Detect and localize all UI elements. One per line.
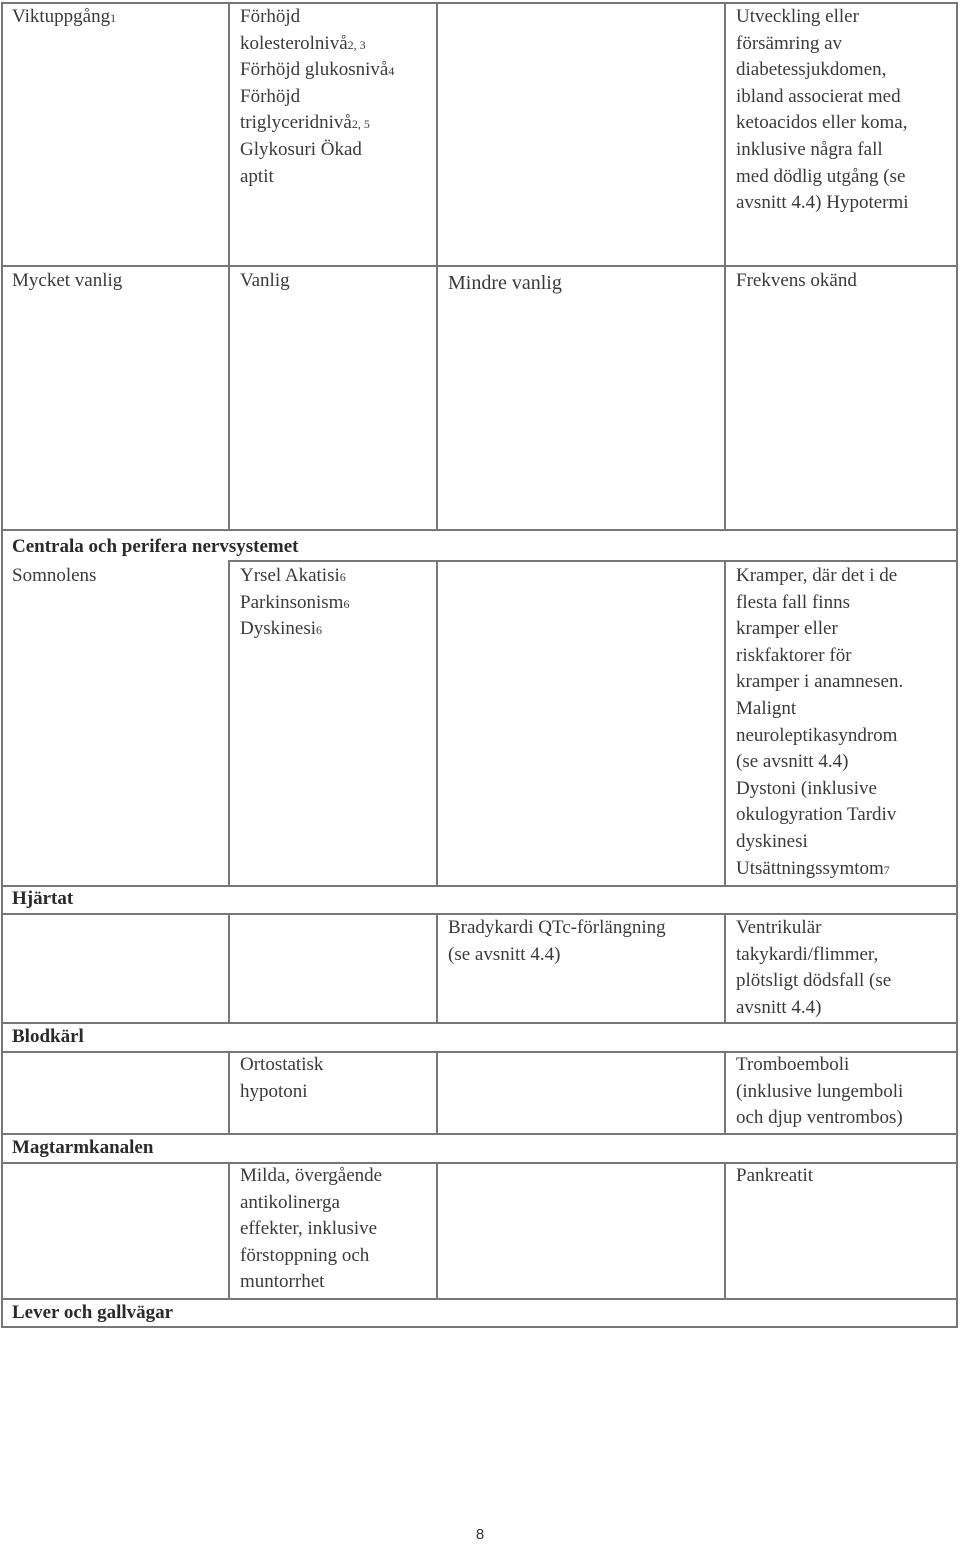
cell-line: dyskinesi [736,830,808,852]
cell-line: Dyskinesi6 [240,618,322,640]
cell-line: kramper i anamnesen. [736,671,904,693]
hline [1,529,958,531]
header-uncommon: Mindre vanlig [448,272,562,294]
section-heading-liver: Lever och gallvägar [12,1302,174,1323]
footnote-ref: 6 [343,596,350,611]
vline [724,1051,726,1135]
header-very-common: Mycket vanlig [12,270,123,291]
cell-line: plötsligt dödsfall (se [736,970,892,992]
cell-line: inklusive några fall [736,138,883,160]
cell-line: antikolinerga [240,1191,340,1213]
section-heading-vessels: Blodkärl [12,1026,84,1047]
vessels-common-cell [240,1052,323,1105]
cell-line: Bradykardi QTc-förlängning [448,917,666,938]
vline [724,2,726,530]
hline [1,265,958,267]
cell-line: Utveckling eller [736,6,859,27]
vline [436,2,438,530]
gi-common-cell [240,1163,382,1296]
cell-line: Tromboemboli [736,1054,850,1075]
footnote-ref: 2, 3 [347,37,366,52]
heart-uncommon-cell [448,915,666,968]
footnote-ref: 6 [316,623,322,638]
section-heading-heart: Hjärtat [12,888,74,909]
vline [228,1162,230,1300]
vline [436,1051,438,1135]
hline [1,885,958,887]
cell-line: Pankreatit [736,1165,814,1186]
section-heading-gi: Magtarmkanalen [12,1137,154,1158]
cell-line: Yrsel Akatisi6 [240,565,346,586]
vline [228,2,230,530]
cell-line: förstoppning och [240,1244,370,1266]
cns-unknown-cell [736,563,903,882]
vline [724,560,726,887]
cell-line: med dödlig utgång (se [736,165,906,187]
header-common: Vanlig [240,270,290,291]
vline [956,2,958,1328]
vline [436,560,438,887]
footnote-ref: 1 [110,11,117,25]
cell-line: riskfaktorer för [736,644,852,666]
heart-unknown-cell [736,915,891,1021]
cell-line: Utsättningssymtom7 [736,857,890,879]
header-unknown: Frekvens okänd [736,270,857,291]
vline [228,913,230,1024]
cell-line: Parkinsonism6 [240,591,350,613]
hline [1,1162,958,1164]
footnote-ref: 6 [339,570,346,584]
vline [436,1162,438,1300]
footnote-ref: 2, 5 [351,117,370,132]
vline [724,1162,726,1300]
cell-line: Ventrikulär [736,917,822,938]
cell-line: (se avsnitt 4.4) [448,943,561,965]
cell-line: kolesterolnivå2, 3 [240,32,366,54]
cell-line: Milda, övergående [240,1165,383,1186]
weight-gain-text: Viktuppgång [12,6,111,27]
cell-line: flesta fall finns [736,591,850,613]
hline [229,560,958,562]
vline [436,913,438,1024]
vline [228,1051,230,1135]
cell-line: muntorrhet [240,1271,325,1293]
cell-line: diabetessjukdomen, [736,59,887,81]
cell-line: Glykosuri Ökad [240,138,362,160]
metabolic-common-cell [240,4,394,190]
cell-line: försämring av [736,32,843,54]
cell-line: effekter, inklusive [240,1218,378,1240]
page-number: 8 [475,1526,485,1543]
vline [228,560,230,887]
hline [1,1022,958,1024]
metabolic-unknown-cell [736,4,909,217]
footnote-ref: 7 [883,862,890,877]
cell-line: Förhöjd glukosnivå4 [240,59,395,81]
cell-line: Förhöjd [240,85,301,107]
gi-unknown-cell [736,1163,813,1190]
vline [724,913,726,1024]
cell-line: hypotoni [240,1080,308,1102]
weight-gain-cell [12,4,116,31]
cell-line: ibland associerat med [736,85,901,107]
cell-line: Ortostatisk [240,1054,324,1075]
cell-line: avsnitt 4.4) [736,996,822,1018]
cell-line: takykardi/flimmer, [736,943,879,965]
vline [1,2,3,1328]
cell-line: Kramper, där det i de [736,565,898,586]
vessels-unknown-cell [736,1052,903,1132]
cell-line: okulogyration Tardiv [736,804,897,826]
cell-line: Malignt [736,697,797,719]
cell-line: Dystoni (inklusive [736,777,877,799]
cell-line: och djup ventrombos) [736,1107,903,1129]
somnolence-cell: Somnolens [12,565,97,586]
cell-line: avsnitt 4.4) Hypotermi [736,192,909,214]
cell-line: ketoacidos eller koma, [736,112,908,134]
section-heading-cns: Centrala och perifera nervsystemet [12,536,299,557]
cell-line: (se avsnitt 4.4) [736,751,849,773]
cell-line: kramper eller [736,618,838,640]
footnote-ref: 4 [388,64,395,79]
cell-line: Förhöjd [240,6,301,27]
cell-line: triglyceridnivå2, 5 [240,112,370,134]
cell-line: (inklusive lungemboli [736,1080,904,1102]
cell-line: aptit [240,165,274,187]
cell-line: neuroleptikasyndrom [736,724,898,746]
cns-common-cell [240,563,349,643]
